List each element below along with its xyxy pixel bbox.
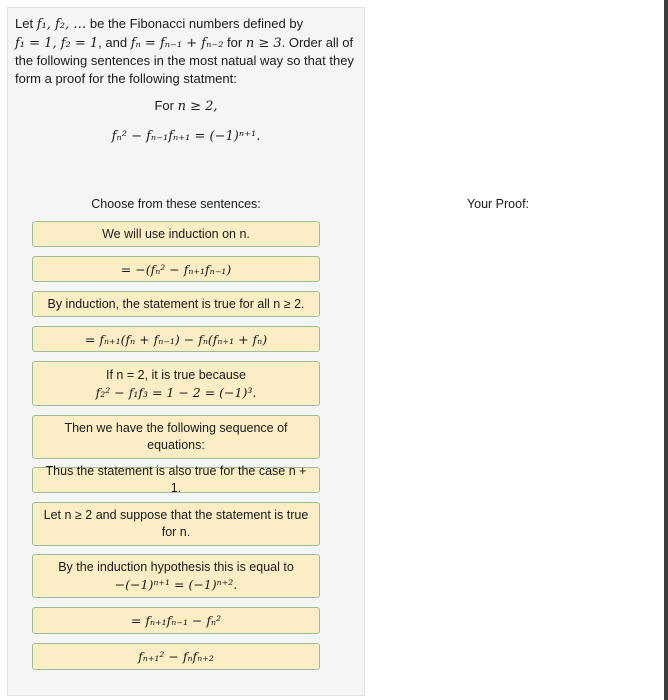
card-text: By induction, the statement is true for all n ≥ 2. <box>47 296 305 311</box>
card-text <box>41 559 311 593</box>
claim-equation: fₙ² − fₙ₋₁fₙ₊₁ = (−1)ⁿ⁺¹. <box>111 129 261 144</box>
proof-sentence-card[interactable] <box>32 415 320 459</box>
card-text <box>41 367 311 401</box>
card-text-line-1: Then we have the following sequence of <box>64 421 288 435</box>
card-text-line-1: By the induction hypothesis this is equal to <box>58 560 294 574</box>
proof-sentence-card[interactable] <box>32 502 320 546</box>
card-text-line-1: Let n ≥ 2 and suppose that the statement is true <box>43 508 309 522</box>
your-proof-label: Your Proof: <box>466 197 530 211</box>
card-text-line-2: equations: <box>147 438 205 452</box>
card-text-line-2: f₂² − f₁f₃ = 1 − 2 = (−1)³. <box>95 384 257 400</box>
problem-statement <box>15 15 363 87</box>
problem-line-2: f₁ = 1, f₂ = 1, and fₙ = fₙ₋₁ + fₙ₋₂ for n ≥ 3. Order all of <box>15 34 354 51</box>
problem-line-4: form a proof for the following statment: <box>15 70 237 86</box>
problem-line-1: Let f₁, f₂, … be the Fibonacci numbers defined by <box>15 16 304 32</box>
card-text: We will use induction on n. <box>102 226 250 241</box>
proof-sentence-card[interactable] <box>32 291 320 317</box>
card-text-line-2: −(−1)ⁿ⁺¹ = (−1)ⁿ⁺². <box>114 577 238 592</box>
choose-sentences-label: Choose from these sentences: <box>91 197 261 211</box>
card-text: = fₙ₊₁(fₙ + fₙ₋₁) − fₙ(fₙ₊₁ + fₙ) <box>84 331 268 347</box>
card-text: = fₙ₊₁fₙ₋₁ − fₙ² <box>130 613 222 628</box>
card-text-line-2: for n. <box>161 525 191 539</box>
proof-sentence-card[interactable] <box>32 554 320 598</box>
card-text <box>41 420 311 454</box>
claim-condition: For n ≥ 2, <box>154 98 218 114</box>
proof-sentence-card[interactable] <box>32 361 320 406</box>
proof-sentence-card[interactable] <box>32 326 320 352</box>
card-text <box>41 507 311 541</box>
window-edge <box>664 0 668 700</box>
card-text-line-1: If n = 2, it is true because <box>105 367 246 382</box>
card-text: Thus the statement is also true for the case n + 1. <box>45 464 307 495</box>
proof-sentence-card[interactable] <box>32 464 320 495</box>
proof-sentence-card[interactable] <box>32 607 320 634</box>
card-text: fₙ₊₁² − fₙfₙ₊₂ <box>138 649 214 664</box>
proof-sentence-card[interactable] <box>32 256 320 282</box>
problem-line-3: the following sentences in the most natual way so that they <box>15 53 354 68</box>
proof-sentence-card[interactable] <box>32 643 320 670</box>
proof-sentence-card[interactable] <box>32 221 320 247</box>
card-text: = −(fₙ² − fₙ₊₁fₙ₋₁) <box>120 261 232 277</box>
